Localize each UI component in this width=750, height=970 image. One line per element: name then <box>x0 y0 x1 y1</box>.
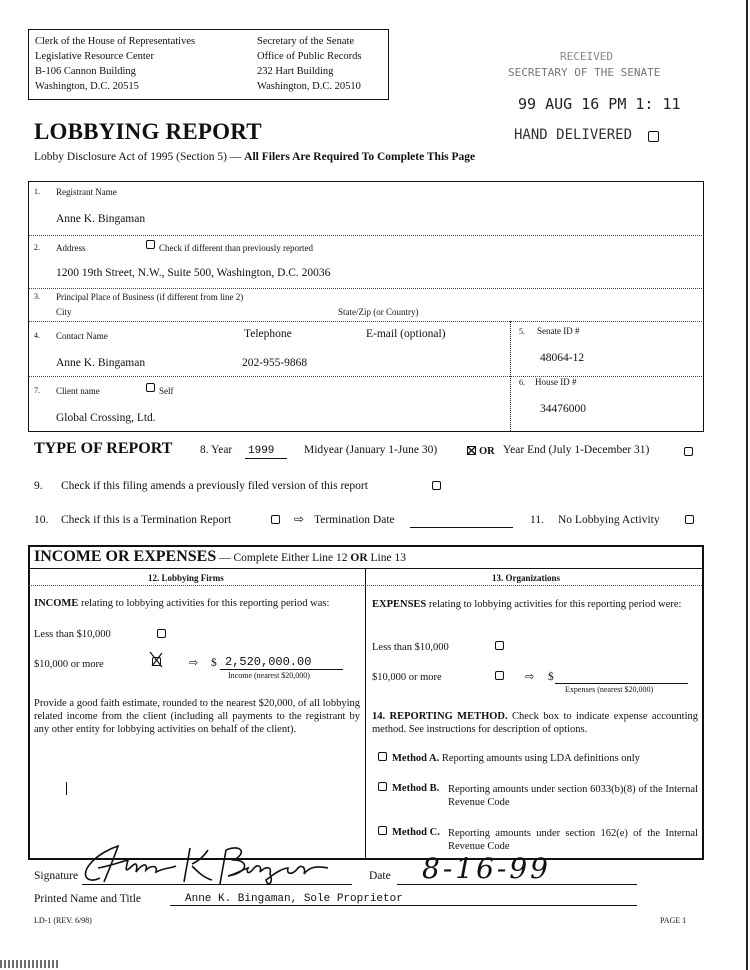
contact-label: Contact Name <box>56 331 108 341</box>
method-b-text: Reporting amounts under section 6033(b)(8) of the Internal Revenue Code <box>448 784 698 808</box>
date-value[interactable]: 8-16-99 <box>422 852 551 885</box>
client-name[interactable]: Global Crossing, Ltd. <box>56 412 156 424</box>
col12-heading: 12. Lobbying Firms <box>148 573 224 583</box>
address-changed-label: Check if different than previously reported <box>159 243 314 253</box>
income-intro: INCOME relating to lobbying activities for this reporting period was: <box>34 598 330 609</box>
termination-date-field[interactable] <box>410 527 513 528</box>
address-changed-checkbox[interactable] <box>146 240 155 249</box>
hand-delivered-checkbox[interactable] <box>648 131 659 142</box>
estimate-instructions: Provide a good faith estimate, rounded to the nearest $20,000, of all lobbying related income from the client (including all payments to the registrant by any other entity for lobbying activities on behalf of the client). <box>34 698 360 735</box>
received-stamp-office: SECRETARY OF THE SENATE <box>508 66 661 79</box>
handwritten-signature <box>78 838 348 888</box>
principal-label: Principal Place of Business (if different from line 2) <box>56 292 244 302</box>
termination-date-label: Termination Date <box>314 514 395 526</box>
address-label: Address <box>56 243 86 253</box>
income-arrow-icon: ⇨ <box>189 656 199 669</box>
contact-phone[interactable]: 202-955-9868 <box>242 357 308 369</box>
reporting-method-intro: 14. REPORTING METHOD. Check box to indicate expense accounting method. See instructions for description of options. <box>372 711 698 735</box>
self-checkbox[interactable] <box>146 383 155 392</box>
received-stamp: RECEIVED <box>560 50 613 63</box>
expenses-less-checkbox[interactable] <box>495 641 504 650</box>
expenses-caption: Expenses (nearest $20,000) <box>565 685 654 694</box>
hand-delivered: HAND DELIVERED <box>514 127 633 143</box>
termination-label: Check if this is a Termination Report <box>61 514 232 526</box>
expenses-more-checkbox[interactable] <box>495 671 504 680</box>
income-less-checkbox[interactable] <box>157 629 166 638</box>
income-caption: Income (nearest $20,000) <box>228 671 310 680</box>
expenses-intro: EXPENSES relating to lobbying activities for this reporting period were: <box>372 599 682 610</box>
email-label: E-mail (optional) <box>366 328 446 340</box>
method-c-checkbox[interactable] <box>378 826 387 835</box>
signature-label: Signature <box>34 870 79 882</box>
income-more-checkbox[interactable] <box>152 657 161 666</box>
printed-name-value[interactable]: Anne K. Bingaman, Sole Proprietor <box>185 893 403 905</box>
income-amount[interactable]: 2,520,000.00 <box>225 655 312 669</box>
telephone-label: Telephone <box>244 328 292 340</box>
expenses-amount-field[interactable] <box>555 683 688 684</box>
fax-edge-artifact <box>0 960 60 968</box>
method-b-label: Method B. <box>392 783 440 794</box>
page-title: LOBBYING REPORT <box>34 119 262 144</box>
amendment-label: Check if this filing amends a previously filed version of this report <box>61 480 368 492</box>
senate-id-value[interactable]: 48064-12 <box>540 352 585 364</box>
state-zip-label: State/Zip (or Country) <box>338 307 419 317</box>
income-more-label: $10,000 or more <box>34 659 104 670</box>
handwritten-x-icon <box>149 650 165 670</box>
house-address: Clerk of the House of Representatives Legislative Resource Center B-106 Cannon Building Washington, D.C. 20515 <box>35 36 196 92</box>
self-label: Self <box>159 386 174 396</box>
printed-name-label: Printed Name and Title <box>34 893 142 905</box>
method-a-checkbox[interactable] <box>378 752 387 761</box>
yearend-label: Year End (July 1-December 31) <box>503 444 650 456</box>
midyear-checkbox[interactable] <box>467 446 476 455</box>
yearend-checkbox[interactable] <box>684 447 693 456</box>
page-number: PAGE 1 <box>660 916 687 925</box>
expenses-dollar: $ <box>548 671 554 683</box>
house-id-label: House ID # <box>535 377 577 387</box>
fax-right-edge <box>746 0 748 970</box>
no-lobbying-label: No Lobbying Activity <box>558 514 660 526</box>
income-expenses-heading: INCOME OR EXPENSES — Complete Either Line 12 OR Line 13 <box>34 548 406 565</box>
expenses-more-label: $10,000 or more <box>372 672 442 683</box>
method-b-checkbox[interactable] <box>378 782 387 791</box>
client-label: Client name <box>56 386 100 396</box>
method-a: Method A. Reporting amounts using LDA definitions only <box>392 753 640 764</box>
amendment-checkbox[interactable] <box>432 481 441 490</box>
registrant-name[interactable]: Anne K. Bingaman <box>56 213 146 225</box>
expenses-less-label: Less than $10,000 <box>372 642 449 653</box>
check-x-icon <box>467 446 476 455</box>
no-lobbying-checkbox[interactable] <box>685 515 694 524</box>
type-of-report-heading: TYPE OF REPORT <box>34 440 173 457</box>
method-c-text: Reporting amounts under section 162(e) of the Internal Revenue Code <box>448 828 698 852</box>
termination-checkbox[interactable] <box>271 515 280 524</box>
arrow-icon: ⇨ <box>294 512 305 526</box>
income-less-label: Less than $10,000 <box>34 629 111 640</box>
income-dollar: $ <box>211 657 217 669</box>
address-value[interactable]: 1200 19th Street, N.W., Suite 500, Washington, D.C. 20036 <box>56 267 331 279</box>
house-id-value[interactable]: 34476000 <box>540 403 586 415</box>
year-label: 8. Year <box>200 444 233 456</box>
year-value[interactable]: 1999 <box>248 445 275 457</box>
lobbying-report-page: Clerk of the House of Representatives Legislative Resource Center B-106 Cannon Building Washington, D.C. 20515 Secretary of the Senate Office of Public Records 232 Hart Building Washington, D.C. 20510 RECEIVED SECRETARY OF THE SENATE 99 AUG 16 PM 1: 11 HAND DELIVERED LOBBYING REPORT Lobby Disclosure Act of 1995 (Section 5) — All Filers Are Required To Complete This Page 1. Registrant Name Anne K. Bingaman 2. Address Check if different than previously reported 1200 19th Street, N.W., Suite 500, Washington, D.C. 20036 3. Principal Place of Business (if different from line 2) City State/Zip (or Country) 4. Contact Name Telephone E-mail (optional) Anne K. Bingaman 202-955-9868 5. Senate ID # 48064-12 6. House ID # 34476000 7. Client name Self Global Crossing, Ltd. TYPE OF REPORT 8. Year 1999 Midyear (January 1-June 30) OR Year End (July 1-December 31) 9. Check if this filing amends a previously filed version of this report 10. Check if this is a Termination Report ⇨ Termination Date 11. No Lobbying Activity INCOME OR EXPENSES — Complete Either Line 12 OR Line 13 12. Lobbying Firms 13. Organizations INCOME relating to lobbying activities for this reporting period was: Less than $10,000 $10,000 or more ⇨ $ 2,520,000.00 Income (nearest $20,000) Provide a good faith estimate, rounded to the nearest $20,000, of all lobbying related income from the client (including all payments to the registrant by any other entity for lobbying activities on behalf of the client). EXPENSES relating to lobbying activities for this reporting period were: Less than $10,000 $10,000 or more ⇨ $ Expenses (nearest $20,000) 14. REPORTING METHOD. Check box to indicate expense accounting method. See instructions for description of options. Method A. Reporting amounts using LDA definitions only Method B. Reporting amounts under section 6033(b)(8) of the Internal Revenue Code Method C. Reporting amounts under section 162(e) of the Internal Revenue Code Signature Date 8-16-99 Printed Name and Title Anne K. Bingaman, Sole Proprietor LD-1 (REV. 6/98) PAGE 1 <box>0 0 750 970</box>
col13-heading: 13. Organizations <box>492 573 561 583</box>
date-label: Date <box>369 870 391 882</box>
or-label: OR <box>479 446 495 457</box>
signature-field[interactable] <box>82 884 352 885</box>
city-label: City <box>56 307 72 317</box>
midyear-label: Midyear (January 1-June 30) <box>304 444 438 456</box>
contact-name[interactable]: Anne K. Bingaman <box>56 357 146 369</box>
page-subtitle: Lobby Disclosure Act of 1995 (Section 5) — All Filers Are Required To Complete This Page <box>34 151 476 163</box>
form-number: LD-1 (REV. 6/98) <box>34 916 92 925</box>
expenses-arrow-icon: ⇨ <box>525 670 535 683</box>
registrant-label: Registrant Name <box>56 187 117 197</box>
senate-id-label: Senate ID # <box>537 326 580 336</box>
stamp-date: 99 AUG 16 PM 1: 11 <box>518 95 681 113</box>
senate-address: Secretary of the Senate Office of Public Records 232 Hart Building Washington, D.C. 20510 <box>257 36 362 92</box>
method-c-label: Method C. <box>392 827 440 838</box>
